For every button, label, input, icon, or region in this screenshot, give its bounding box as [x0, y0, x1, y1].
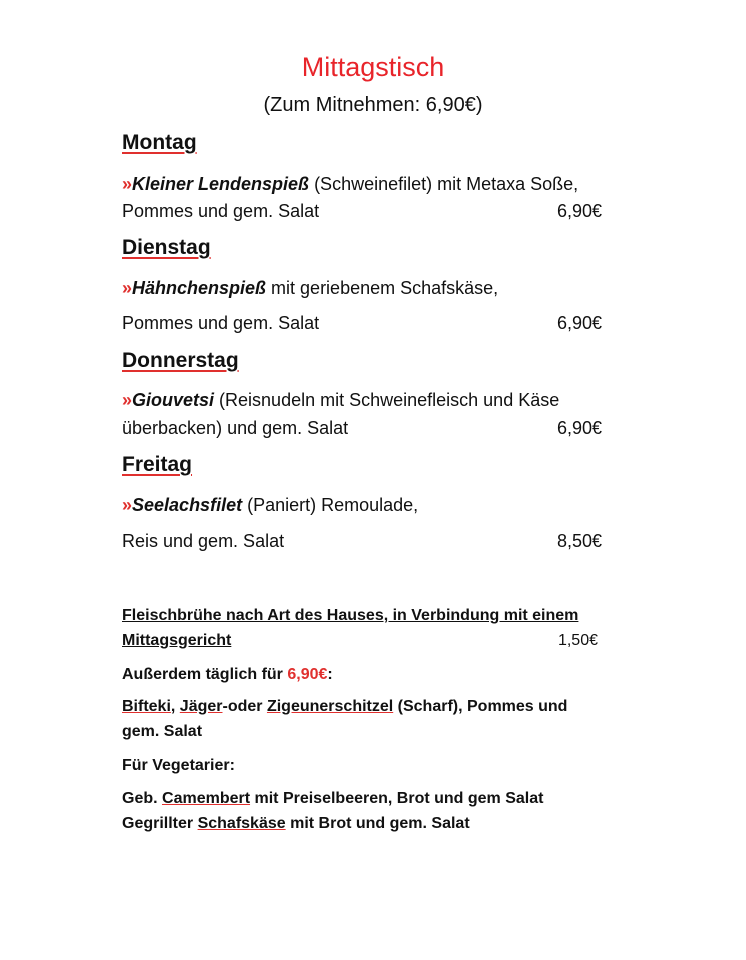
- dish-name: Kleiner Lendenspieß: [132, 174, 310, 194]
- daily-item-jaeger: Jäger: [179, 698, 223, 715]
- daily-item-rest: (Scharf), Pommes und: [393, 698, 568, 715]
- broth-line-1: Fleischbrühe nach Art des Hauses, in Verbindung mit einem: [122, 607, 579, 624]
- dish-price-montag: 6,90€: [556, 201, 602, 221]
- dish-description: (Schweinefilet) mit Metaxa Soße,: [309, 174, 579, 194]
- veg1-rest: mit Preiselbeeren, Brot und gem Salat: [250, 790, 544, 807]
- dish-name: Seelachsfilet: [132, 495, 243, 515]
- menu-title: Mittagstisch: [301, 52, 445, 82]
- dish-price-freitag: 8,50€: [556, 531, 602, 551]
- veg2-rest: mit Brot und gem. Salat: [285, 815, 470, 832]
- dish-description: (Paniert) Remoulade,: [242, 495, 419, 515]
- veg2-prefix: Gegrillter: [122, 815, 198, 832]
- dish-line-freitag-1: [122, 495, 418, 516]
- daily-item-zigeuner: Zigeunerschitzel: [266, 698, 394, 715]
- day-heading-dienstag: Dienstag: [122, 236, 211, 259]
- vegetarian-heading: Für Vegetarier:: [122, 757, 235, 774]
- dish-line-freitag-2: Reis und gem. Salat: [122, 531, 285, 551]
- daily-suffix: :: [327, 666, 333, 683]
- broth-price: 1,50€: [557, 632, 598, 649]
- daily-prefix: Außerdem täglich für: [122, 666, 288, 683]
- daily-sep-1: ,: [170, 698, 180, 715]
- dish-line-donnerstag-1: [122, 390, 559, 411]
- day-heading-freitag: Freitag: [122, 453, 193, 476]
- vegetarian-item-2: [122, 815, 470, 833]
- dish-line-montag-2: Pommes und gem. Salat: [122, 201, 320, 221]
- dish-line-dienstag-1: [122, 278, 498, 299]
- broth-line-2: Mittagsgericht: [122, 632, 232, 649]
- daily-price: 6,90€: [287, 666, 328, 683]
- daily-items-line-2: gem. Salat: [122, 723, 203, 740]
- dish-price-donnerstag: 6,90€: [556, 418, 602, 438]
- daily-item-bifteki: Bifteki: [122, 698, 171, 715]
- menu-subtitle: (Zum Mitnehmen: 6,90€): [263, 94, 483, 116]
- chevron-marker: »: [122, 174, 133, 194]
- day-heading-montag: Montag: [122, 131, 197, 154]
- veg2-word: Schafskäse: [197, 815, 286, 832]
- veg1-word: Camembert: [162, 790, 251, 807]
- dish-line-dienstag-2: Pommes und gem. Salat: [122, 313, 320, 333]
- dish-description: mit geriebenem Schafskäse,: [266, 278, 499, 298]
- dish-name: Giouvetsi: [132, 390, 215, 410]
- dish-price-dienstag: 6,90€: [556, 313, 602, 333]
- veg1-prefix: Geb.: [122, 790, 163, 807]
- vegetarian-item-1: [122, 790, 543, 808]
- chevron-marker: »: [122, 495, 133, 515]
- chevron-marker: »: [122, 278, 133, 298]
- daily-items-line-1: [122, 698, 567, 716]
- dish-line-donnerstag-2: überbacken) und gem. Salat: [122, 418, 349, 438]
- chevron-marker: »: [122, 390, 133, 410]
- day-heading-donnerstag: Donnerstag: [122, 349, 239, 372]
- daily-sep-2: -oder: [222, 698, 267, 715]
- dish-name: Hähnchenspieß: [132, 278, 267, 298]
- daily-special-heading: [122, 666, 333, 684]
- dish-line-montag-1: [122, 174, 578, 195]
- dish-description: (Reisnudeln mit Schweinefleisch und Käse: [214, 390, 560, 410]
